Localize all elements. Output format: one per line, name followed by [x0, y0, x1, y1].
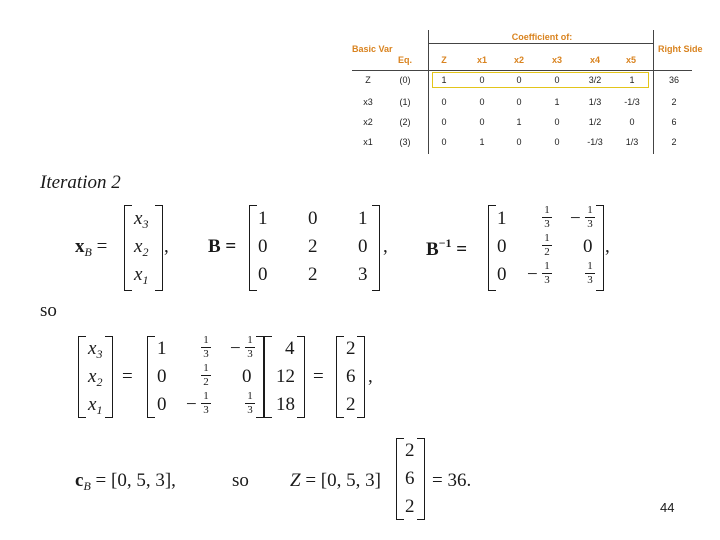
row2-x4: 1/2	[588, 117, 602, 127]
col-z: Z	[441, 55, 447, 65]
page-number: 44	[660, 500, 675, 515]
table-divider	[352, 70, 692, 71]
col-x5: x5	[625, 55, 636, 65]
row1-x3: 1	[554, 97, 560, 107]
row1-x2: 0	[516, 97, 522, 107]
row2-x5: 0	[629, 117, 635, 127]
row3-rhs: 2	[671, 137, 677, 147]
header-basic-var: Basic Var	[352, 44, 393, 54]
row1-var: x3	[363, 97, 373, 107]
row0-var: Z	[365, 75, 371, 85]
iteration-title: Iteration 2	[40, 172, 121, 193]
header-eq: Eq.	[397, 55, 412, 65]
row2-var: x2	[363, 117, 373, 127]
row2-x1: 0	[479, 117, 485, 127]
row2-x2: 1	[516, 117, 522, 127]
optimal-row-highlight	[432, 72, 649, 88]
row3-x4: -1/3	[587, 137, 603, 147]
row0-x2: 0	[516, 75, 522, 85]
row0-x5: 1	[629, 75, 635, 85]
row3-var: x1	[363, 137, 373, 147]
row0-rhs: 36	[668, 75, 679, 85]
table-divider	[653, 30, 654, 154]
row3-z: 0	[441, 137, 447, 147]
row1-x4: 1/3	[588, 97, 602, 107]
row2-z: 0	[441, 117, 447, 127]
row1-x5: -1/3	[624, 97, 640, 107]
col-x3: x3	[551, 55, 562, 65]
row0-eq: (0)	[399, 75, 411, 85]
row1-rhs: 2	[671, 97, 677, 107]
row2-x3: 0	[554, 117, 560, 127]
table-divider	[428, 43, 653, 44]
row3-eq: (3)	[399, 137, 411, 147]
row3-x5: 1/3	[625, 137, 639, 147]
row0-x1: 0	[479, 75, 485, 85]
row3-x1: 1	[479, 137, 485, 147]
col-x1: x1	[476, 55, 487, 65]
row3-x3: 0	[554, 137, 560, 147]
col-x2: x2	[513, 55, 524, 65]
header-coefficient: Coefficient of:	[511, 32, 573, 42]
so-label-1: so	[40, 300, 57, 321]
row3-x2: 0	[516, 137, 522, 147]
row0-x3: 0	[554, 75, 560, 85]
col-x4: x4	[589, 55, 600, 65]
row1-x1: 0	[479, 97, 485, 107]
table-divider	[428, 30, 429, 154]
row2-rhs: 6	[671, 117, 677, 127]
simplex-table	[352, 30, 703, 154]
row1-eq: (1)	[399, 97, 411, 107]
so-label-2: so	[232, 470, 249, 491]
row0-x4: 3/2	[588, 75, 602, 85]
row0-z: 1	[441, 75, 447, 85]
row1-z: 0	[441, 97, 447, 107]
row2-eq: (2)	[399, 117, 411, 127]
header-right-side: Right Side	[658, 44, 703, 54]
